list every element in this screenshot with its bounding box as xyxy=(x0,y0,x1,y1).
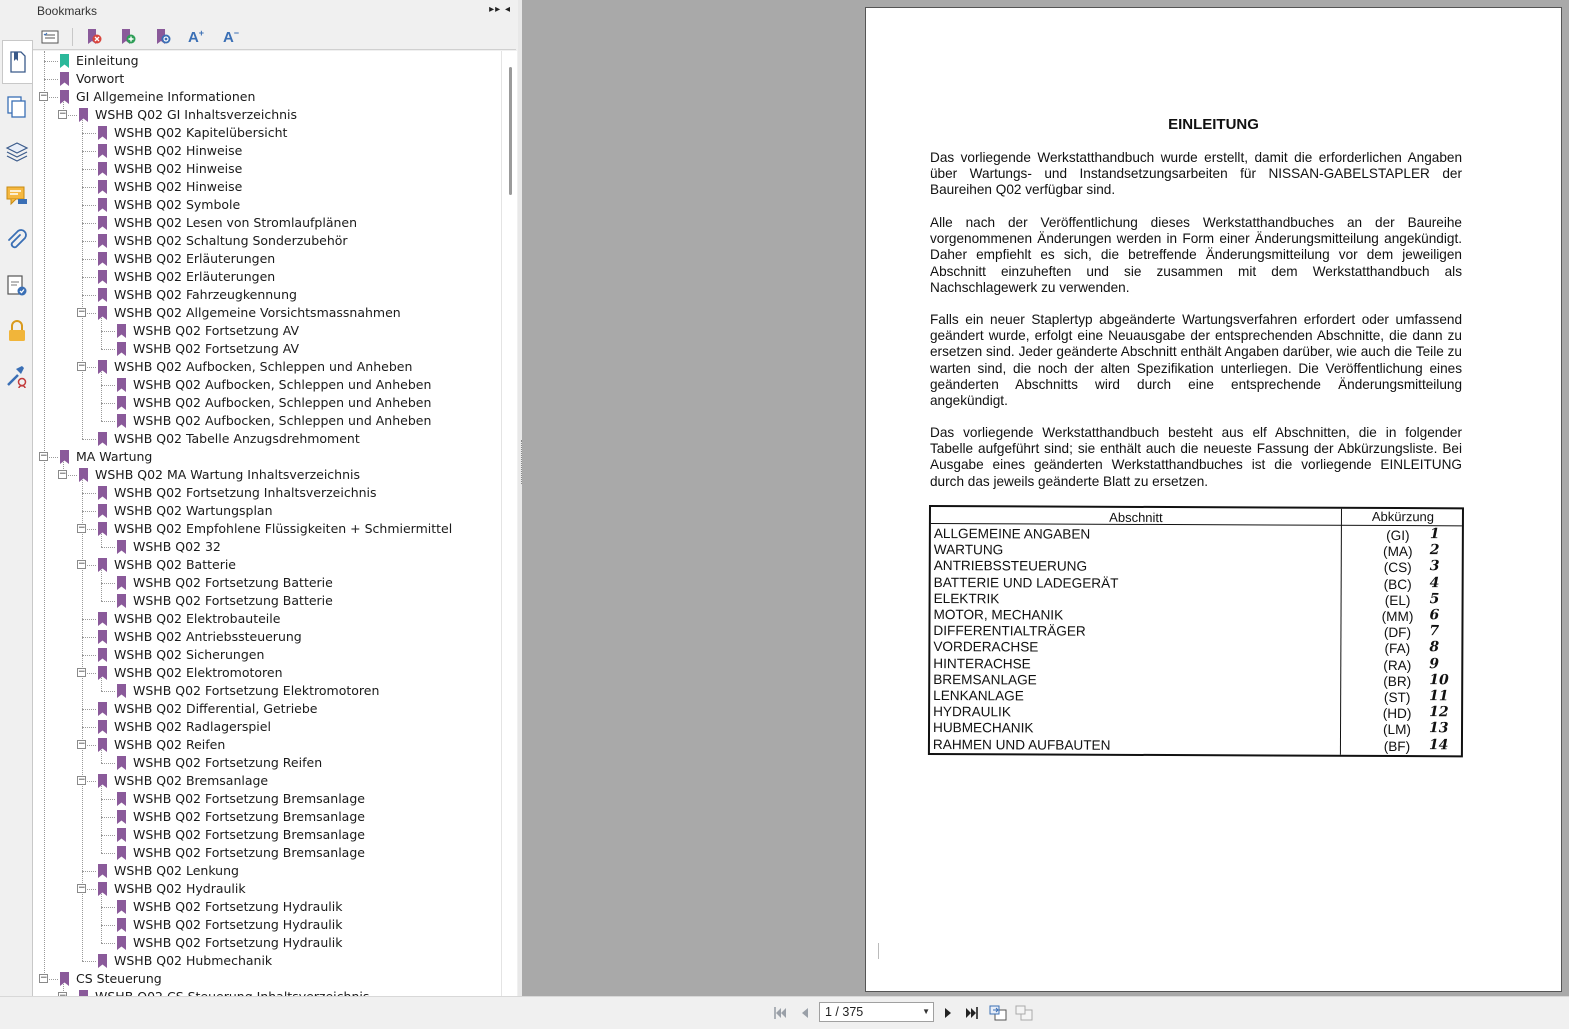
bookmark-icon xyxy=(98,486,107,500)
collapse-toggle-icon[interactable]: − xyxy=(59,109,67,119)
bookmark-label: WSHB Q02 Fortsetzung Inhaltsverzeichnis xyxy=(114,485,377,500)
page-number-selector[interactable] xyxy=(819,1002,934,1022)
page-indicator: 1 / 375 xyxy=(825,1005,864,1019)
bookmark-icon xyxy=(117,810,126,824)
section-abbreviation: (BR) xyxy=(1383,673,1412,689)
increase-font-size-button[interactable] xyxy=(185,27,207,47)
section-abbreviation: (DF) xyxy=(1383,625,1412,641)
bookmarks-panel xyxy=(0,0,518,996)
bookmark-label: WSHB Q02 Aufbocken, Schleppen und Anheben xyxy=(133,377,432,392)
bookmark-label: WSHB Q02 Hinweise xyxy=(114,179,243,194)
bookmark-label: WSHB Q02 Hinweise xyxy=(114,143,243,158)
bookmark-label: WSHB Q02 Fortsetzung Bremsanlage xyxy=(133,791,365,806)
section-name: BATTERIE UND LADEGERÄT xyxy=(933,574,1119,591)
bookmark-label: WSHB Q02 Fortsetzung Reifen xyxy=(133,755,323,770)
section-abbreviation: (MA) xyxy=(1383,544,1413,560)
bookmark-icon xyxy=(98,666,107,680)
bookmark-label: WSHB Q02 Fortsetzung Elektromotoren xyxy=(133,683,380,698)
bookmark-label: WSHB Q02 Aufbocken, Schleppen und Anheben xyxy=(133,413,432,428)
bookmark-label: WSHB Q02 Fortsetzung Hydraulik xyxy=(133,935,343,950)
section-name: ANTRIEBSSTEUERUNG xyxy=(933,558,1088,575)
bookmarks-panel-icon xyxy=(8,51,28,73)
comments-panel-icon xyxy=(5,185,29,207)
table-header-abbreviation: Abkürzung xyxy=(1371,508,1435,525)
bookmark-item[interactable] xyxy=(33,844,501,862)
bookmarks-toolbar xyxy=(33,24,516,50)
handwritten-section-number: 13 xyxy=(1428,720,1449,737)
bookmark-icon xyxy=(98,360,107,374)
bookmark-icon xyxy=(98,216,107,230)
bookmark-icon xyxy=(117,756,126,770)
add-bookmark-icon xyxy=(119,28,137,46)
expand-panel-icon[interactable]: ▸▸ xyxy=(489,4,502,15)
section-abbreviation: (BC) xyxy=(1383,576,1412,592)
bookmark-icon xyxy=(60,972,69,986)
collapse-toggle-icon[interactable]: − xyxy=(78,361,86,371)
collapse-toggle-icon[interactable]: − xyxy=(78,559,86,569)
bookmark-item[interactable] xyxy=(33,196,501,214)
bookmark-item[interactable] xyxy=(33,142,501,160)
previous-view-button[interactable] xyxy=(989,1004,1007,1022)
section-name: BREMSANLAGE xyxy=(933,671,1037,688)
handwritten-section-number: 4 xyxy=(1429,574,1440,591)
bookmark-item[interactable] xyxy=(33,268,501,286)
bookmark-item[interactable] xyxy=(33,808,501,826)
first-page-button[interactable] xyxy=(771,1004,789,1022)
scrollbar-thumb[interactable] xyxy=(509,67,512,195)
bookmark-item[interactable] xyxy=(33,736,501,754)
handwritten-section-number: 1 xyxy=(1429,526,1440,543)
bookmark-item[interactable] xyxy=(33,520,501,538)
bookmarks-panel-button[interactable] xyxy=(2,40,32,84)
add-bookmark-button[interactable] xyxy=(117,27,139,47)
handwritten-section-number: 5 xyxy=(1429,590,1440,608)
bookmark-icon xyxy=(117,792,126,806)
bookmark-icon xyxy=(98,522,107,536)
section-name: HYDRAULIK xyxy=(933,704,1011,720)
bookmark-icon xyxy=(117,396,126,410)
bookmark-icon xyxy=(117,378,126,392)
bookmark-tree xyxy=(33,51,501,996)
delete-bookmark-icon xyxy=(85,28,103,46)
bookmark-icon xyxy=(98,504,107,518)
bookmark-icon xyxy=(98,738,107,752)
panel-collapse-controls[interactable] xyxy=(489,4,511,15)
bookmark-item[interactable] xyxy=(33,970,501,988)
navigation-sidebar xyxy=(0,40,33,996)
bookmark-item[interactable] xyxy=(33,682,501,700)
bookmark-label: Einleitung xyxy=(76,53,139,68)
bookmark-label: WSHB Q02 MA Wartung Inhaltsverzeichnis xyxy=(95,467,361,482)
bookmark-item[interactable] xyxy=(33,610,501,628)
font-increase-icon xyxy=(188,28,204,46)
bookmark-item[interactable] xyxy=(33,772,501,790)
last-page-button[interactable] xyxy=(963,1004,981,1022)
bookmark-item[interactable] xyxy=(33,412,501,430)
bookmark-icon xyxy=(117,900,126,914)
bookmark-icon xyxy=(79,468,88,482)
bookmark-item[interactable] xyxy=(33,250,501,268)
section-name: RAHMEN UND AUFBAUTEN xyxy=(932,736,1111,753)
bookmark-item[interactable] xyxy=(33,178,501,196)
next-view-button[interactable] xyxy=(1015,1004,1033,1022)
bookmark-icon xyxy=(117,684,126,698)
section-abbreviation: (FA) xyxy=(1384,641,1411,657)
bookmark-item[interactable] xyxy=(33,106,501,124)
pages-panel-icon xyxy=(6,95,28,119)
collapse-toggle-icon[interactable]: − xyxy=(40,973,48,983)
bookmark-label: WSHB Q02 Aufbocken, Schleppen und Anheben xyxy=(133,395,432,410)
bookmark-item[interactable] xyxy=(33,286,501,304)
bookmark-item[interactable] xyxy=(33,502,501,520)
bookmark-label: WSHB Q02 Sicherungen xyxy=(114,647,265,662)
bookmark-item[interactable] xyxy=(33,718,501,736)
bookmark-item[interactable] xyxy=(33,628,501,646)
signatures-panel-button[interactable] xyxy=(4,271,30,301)
bookmark-item[interactable] xyxy=(33,898,501,916)
bookmark-item[interactable] xyxy=(33,916,501,934)
section-abbreviation: (RA) xyxy=(1383,657,1412,673)
font-plus-sign: + xyxy=(198,28,205,38)
section-name: MOTOR, MECHANIK xyxy=(933,607,1064,623)
section-name: VORDERACHSE xyxy=(933,639,1039,655)
handwritten-section-number: 12 xyxy=(1429,704,1449,721)
lock-icon xyxy=(6,319,28,343)
bookmark-icon xyxy=(98,306,107,320)
collapse-toggle-icon[interactable]: − xyxy=(78,667,86,677)
paragraph: Alle nach der Veröffentlichung dieses Werkstatthandbuches an der Baureihe vorgenommenen Änderungen werden in Form einer Änderungsmitteilung angekündigt. Daher empfiehlt es sich, die betreffende Änderungsmitteilung vor dem jeweiligen Abschnitt einzuheften und sie zusammen mit dem Werkstatthandbuch als Nachschlagewerk zu verwenden. xyxy=(930,215,1462,295)
security-panel-button[interactable] xyxy=(4,316,30,346)
bookmark-icon xyxy=(117,936,126,950)
bookmark-label: WSHB Q02 Hubmechanik xyxy=(114,953,273,968)
table-header-section: Abschnitt xyxy=(1109,509,1163,526)
decrease-font-size-button[interactable] xyxy=(220,27,242,47)
bookmark-tree-scrollbar[interactable] xyxy=(501,51,517,996)
previous-page-icon xyxy=(799,1006,811,1020)
section-abbreviation: (ST) xyxy=(1383,689,1411,706)
font-letter: A xyxy=(187,29,199,46)
section-name: WARTUNG xyxy=(933,542,1004,558)
handwritten-section-number: 6 xyxy=(1429,607,1440,624)
bookmark-icon xyxy=(98,180,107,194)
bookmark-item[interactable] xyxy=(33,340,501,358)
paragraph: Das vorliegende Werkstatthandbuch wurde erstellt, damit die erforderlichen Angaben über Wartungs- und Instandsetzungsarbeiten für NISSAN-GABELSTAPLER der Baureihen Q02 verfügbar sind. xyxy=(930,150,1462,198)
collapse-toggle-icon[interactable]: − xyxy=(78,307,86,317)
bookmark-label: GI Allgemeine Informationen xyxy=(76,89,256,104)
bookmark-label: WSHB Q02 Fortsetzung Hydraulik xyxy=(133,899,343,914)
previous-view-icon xyxy=(989,1005,1007,1021)
pages-panel-button[interactable] xyxy=(4,92,30,122)
bookmark-label: WSHB Q02 Fahrzeugkennung xyxy=(114,287,297,302)
last-page-icon xyxy=(965,1006,979,1020)
bookmark-item[interactable] xyxy=(33,322,501,340)
section-name: ALLGEMEINE ANGABEN xyxy=(933,526,1091,542)
bookmark-icon xyxy=(117,918,126,932)
bookmark-label: CS Steuerung xyxy=(76,971,162,986)
page-margin-mark xyxy=(878,943,879,959)
bookmark-icon xyxy=(98,774,107,788)
handwritten-section-number: 8 xyxy=(1429,639,1440,656)
bookmark-label: WSHB Q02 Elektromotoren xyxy=(114,665,283,680)
bookmark-item[interactable] xyxy=(33,214,501,232)
page-navigation-bar xyxy=(0,996,1569,1029)
section-abbreviation: (LM) xyxy=(1383,722,1412,738)
document-page xyxy=(865,7,1562,992)
bookmark-item[interactable] xyxy=(33,232,501,250)
handwritten-section-number: 10 xyxy=(1429,671,1449,689)
bookmarks-panel-header xyxy=(0,0,518,23)
bookmark-icon xyxy=(117,828,126,842)
bookmark-item[interactable] xyxy=(33,862,501,880)
bookmark-label: WSHB Q02 Empfohlene Flüssigkeiten + Schmiermittel xyxy=(114,521,453,536)
bookmark-icon xyxy=(98,432,107,446)
paperclip-icon xyxy=(6,230,28,252)
bookmark-icon xyxy=(98,252,107,266)
bookmark-icon xyxy=(98,288,107,302)
bookmark-icon xyxy=(98,882,107,896)
bookmark-label: WSHB Q02 Fortsetzung Hydraulik xyxy=(133,917,343,932)
bookmark-icon xyxy=(98,648,107,662)
section-abbreviation: (EL) xyxy=(1384,592,1411,608)
section-abbreviation: (MM) xyxy=(1381,608,1414,625)
bookmark-icon xyxy=(98,720,107,734)
collapse-toggle-icon[interactable]: − xyxy=(59,469,67,479)
bookmark-item[interactable] xyxy=(33,394,501,412)
bookmark-label: MA Wartung xyxy=(76,449,153,464)
previous-page-button[interactable] xyxy=(796,1004,814,1022)
section-abbreviation: (GI) xyxy=(1386,527,1410,544)
collapse-toggle-icon[interactable]: − xyxy=(78,523,86,533)
bookmark-item[interactable] xyxy=(33,448,501,466)
bookmark-label: WSHB Q02 Tabelle Anzugsdrehmoment xyxy=(114,431,360,446)
bookmark-icon xyxy=(98,144,107,158)
bookmark-item[interactable] xyxy=(33,592,501,610)
bookmark-icon xyxy=(98,270,107,284)
bookmark-label: WSHB Q02 Elektrobauteile xyxy=(114,611,281,626)
chevron-down-icon[interactable]: ▼ xyxy=(922,1007,930,1016)
bookmark-icon xyxy=(98,234,107,248)
abbreviation-table xyxy=(928,505,1464,757)
bookmark-label: WSHB Q02 Erläuterungen xyxy=(114,251,276,266)
bookmark-label: WSHB Q02 Schaltung Sonderzubehör xyxy=(114,233,348,248)
options-list-icon xyxy=(41,30,59,44)
bookmark-label: WSHB Q02 Hinweise xyxy=(114,161,243,176)
section-name: HUBMECHANIK xyxy=(932,720,1034,736)
bookmark-label: WSHB Q02 Reifen xyxy=(114,737,226,752)
collapse-toggle-icon[interactable]: − xyxy=(78,775,86,785)
bookmark-item[interactable] xyxy=(33,880,501,898)
bookmark-icon xyxy=(98,864,107,878)
bookmark-icon xyxy=(60,72,69,86)
bookmark-label: WSHB Q02 Symbole xyxy=(114,197,241,212)
bookmark-label: WSHB Q02 Bremsanlage xyxy=(114,773,269,788)
hide-panel-icon[interactable]: ◂ xyxy=(504,4,511,15)
bookmark-item[interactable] xyxy=(33,52,501,70)
bookmark-icon xyxy=(98,558,107,572)
bookmark-item[interactable] xyxy=(33,88,501,106)
bookmark-item[interactable] xyxy=(33,790,501,808)
find-bookmark-icon xyxy=(154,28,172,46)
handwritten-section-number: 7 xyxy=(1429,623,1440,640)
tools-icon xyxy=(5,364,29,388)
bookmark-label: WSHB Q02 Radlagerspiel xyxy=(114,719,271,734)
bookmark-item[interactable] xyxy=(33,934,501,952)
font-minus-sign: − xyxy=(233,28,240,38)
bookmark-icon xyxy=(79,108,88,122)
section-abbreviation: (BF) xyxy=(1383,738,1411,754)
bookmark-icon xyxy=(117,414,126,428)
section-name: LENKANLAGE xyxy=(933,688,1024,704)
bookmark-item[interactable] xyxy=(33,430,501,448)
next-view-icon xyxy=(1015,1005,1033,1021)
bookmark-options-button[interactable] xyxy=(39,27,61,47)
paragraph: Falls ein neuer Staplertyp abgeänderte Wartungsverfahren erfordert oder umfassend geändert wurde, erfolgt eine Neuausgabe der entsprechenden Abschnitte, die dann zu ersetzen sind. Jeder geänderte Abschnitt enthält Angaben darüber, wie auch die Teile zu warten sind, die noch der alten Spezifikation unterliegen. Die Veröffentlichung eines geänderten Abschnitts wird durch eine entsprechende Änderungsmitteilung angekündigt. xyxy=(930,312,1462,409)
next-page-button[interactable] xyxy=(939,1004,957,1022)
bookmark-icon xyxy=(117,540,126,554)
page-heading: EINLEITUNG xyxy=(1168,116,1259,133)
font-decrease-icon xyxy=(223,28,239,46)
handwritten-section-number: 9 xyxy=(1429,655,1440,672)
handwritten-section-number: 14 xyxy=(1428,736,1449,753)
bookmark-item[interactable] xyxy=(33,952,501,970)
bookmark-icon xyxy=(117,324,126,338)
bookmark-icon xyxy=(98,162,107,176)
bookmark-label: WSHB Q02 32 xyxy=(133,539,221,554)
signature-icon xyxy=(6,274,28,298)
bookmark-item[interactable] xyxy=(33,376,501,394)
bookmark-item[interactable] xyxy=(33,556,501,574)
tools-panel-button[interactable] xyxy=(4,361,30,391)
bookmark-item[interactable] xyxy=(33,358,501,376)
bookmark-label: WSHB Q02 Differential, Getriebe xyxy=(114,701,318,716)
bookmark-label: Vorwort xyxy=(76,71,125,86)
next-page-icon xyxy=(942,1006,954,1020)
bookmark-icon xyxy=(98,702,107,716)
bookmark-icon xyxy=(117,342,126,356)
bookmark-icon xyxy=(117,576,126,590)
handwritten-section-number: 11 xyxy=(1429,688,1449,705)
first-page-icon xyxy=(773,1006,787,1020)
bookmark-label: WSHB Q02 Fortsetzung Batterie xyxy=(133,575,333,590)
comments-panel-button[interactable] xyxy=(4,181,30,211)
bookmark-label: WSHB Q02 Fortsetzung Bremsanlage xyxy=(133,845,365,860)
bookmark-item[interactable] xyxy=(33,538,501,556)
bookmark-item[interactable] xyxy=(33,574,501,592)
section-name: ELEKTRIK xyxy=(933,590,1000,607)
bookmark-label: WSHB Q02 Erläuterungen xyxy=(114,269,276,284)
bookmark-item[interactable] xyxy=(33,70,501,88)
bookmark-label: WSHB Q02 Allgemeine Vorsichtsmassnahmen xyxy=(114,305,401,320)
handwritten-section-number: 3 xyxy=(1429,558,1440,575)
bookmark-label: WSHB Q02 Fortsetzung AV xyxy=(133,323,300,338)
bookmark-item[interactable] xyxy=(33,664,501,682)
bookmark-item[interactable] xyxy=(33,124,501,142)
bookmark-item[interactable] xyxy=(33,304,501,322)
delete-bookmark-button[interactable] xyxy=(83,27,105,47)
table-row xyxy=(933,737,1461,755)
bookmark-item[interactable] xyxy=(33,700,501,718)
bookmark-label: WSHB Q02 Batterie xyxy=(114,557,236,572)
bookmark-label: WSHB Q02 Fortsetzung AV xyxy=(133,341,300,356)
bookmark-item[interactable] xyxy=(33,466,501,484)
section-name: DIFFERENTIALTRÄGER xyxy=(933,623,1086,639)
bookmark-label: WSHB Q02 Fortsetzung Bremsanlage xyxy=(133,827,365,842)
collapse-toggle-icon[interactable]: − xyxy=(40,451,48,461)
bookmark-icon xyxy=(98,126,107,140)
bookmark-label: WSHB Q02 Lenkung xyxy=(114,863,239,878)
bookmark-label: WSHB Q02 Wartungsplan xyxy=(114,503,273,518)
bookmark-item[interactable] xyxy=(33,646,501,664)
bookmark-item[interactable] xyxy=(33,754,501,772)
bookmark-label: WSHB Q02 Hydraulik xyxy=(114,881,246,896)
paragraph: Das vorliegende Werkstatthandbuch besteht aus elf Abschnitten, die in folgender Tabelle aufgeführt sind; sie enthält auch die neueste Fassung der Abkürzungsliste. Bei Ausgabe eines geänderten Werkstatthandbuches ist die vorliegende EINLEITUNG durch das jeweils geänderte Blatt zu ersetzen. xyxy=(930,425,1462,489)
section-name: HINTERACHSE xyxy=(933,655,1031,672)
collapse-toggle-icon[interactable]: − xyxy=(78,739,86,749)
bookmark-icon xyxy=(98,954,107,968)
collapse-toggle-icon[interactable]: − xyxy=(40,91,48,101)
bookmark-label: WSHB Q02 Lesen von Stromlaufplänen xyxy=(114,215,358,230)
toolbar-separator xyxy=(72,28,73,46)
find-bookmark-button[interactable] xyxy=(152,27,174,47)
bookmark-icon xyxy=(98,630,107,644)
bookmark-label: WSHB Q02 Antriebssteuerung xyxy=(114,629,302,644)
bookmark-label: WSHB Q02 GI Inhaltsverzeichnis xyxy=(95,107,298,122)
bookmark-item[interactable] xyxy=(33,484,501,502)
bookmark-icon xyxy=(117,846,126,860)
bookmark-icon xyxy=(98,198,107,212)
bookmark-icon xyxy=(98,612,107,626)
bookmark-label: WSHB Q02 Fortsetzung Batterie xyxy=(133,593,333,608)
bookmark-icon xyxy=(60,90,69,104)
layers-panel-icon xyxy=(5,141,29,163)
bookmark-label: WSHB Q02 Kapitelübersicht xyxy=(114,125,288,140)
panel-title: Bookmarks xyxy=(37,4,98,18)
attachments-panel-button[interactable] xyxy=(4,226,30,256)
bookmark-label: WSHB Q02 Aufbocken, Schleppen und Anheben xyxy=(114,359,413,374)
section-abbreviation: (CS) xyxy=(1383,560,1412,576)
bookmark-label: WSHB Q02 Fortsetzung Bremsanlage xyxy=(133,809,365,824)
bookmark-icon xyxy=(60,54,69,68)
font-letter: A xyxy=(222,29,234,46)
bookmark-item[interactable] xyxy=(33,826,501,844)
collapse-toggle-icon[interactable]: − xyxy=(78,883,86,893)
bookmark-icon xyxy=(117,594,126,608)
bookmark-item[interactable] xyxy=(33,160,501,178)
section-abbreviation: (HD) xyxy=(1382,706,1412,722)
bookmark-icon xyxy=(60,450,69,464)
handwritten-section-number: 2 xyxy=(1429,542,1440,559)
layers-panel-button[interactable] xyxy=(4,137,30,167)
